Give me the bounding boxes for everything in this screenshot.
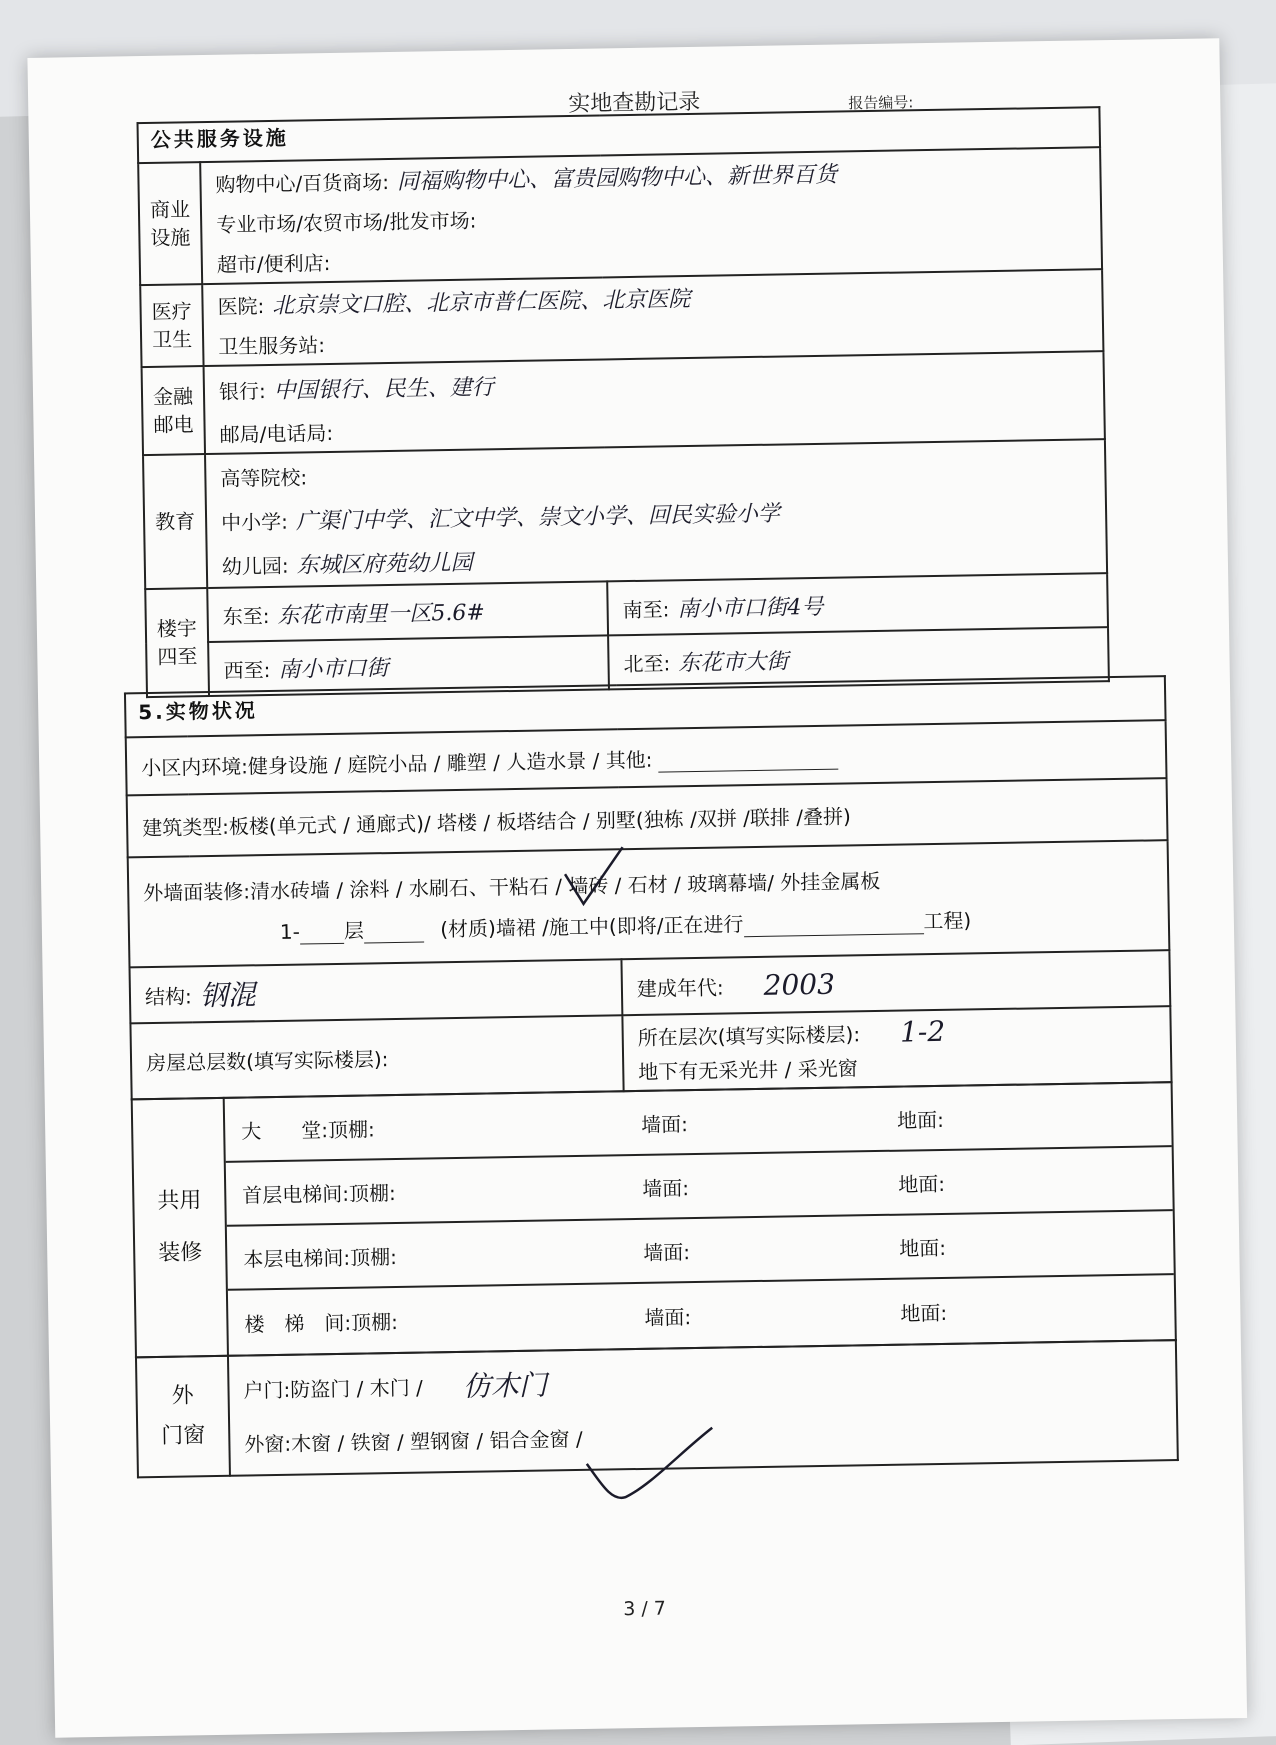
checkmark-icon <box>580 1422 721 1504</box>
structure-cell: 结构: 钢混 <box>130 959 623 1023</box>
north-value: 东花市大街 <box>678 648 789 676</box>
page-number: 3 / 7 <box>623 1597 667 1621</box>
shared-row: 本层电梯间:顶棚: 墙面: 地面: <box>227 1211 1174 1291</box>
shared-row: 首层电梯间:顶棚: 墙面: 地面: <box>226 1147 1173 1227</box>
physical-condition-form <box>124 675 1177 1478</box>
category-boundaries: 楼宇 四至 <box>145 588 209 697</box>
mall-value: 同福购物中心、富贵园购物中心、新世界百货 <box>396 162 838 195</box>
building-type-row: 建筑类型:板楼(单元式 / 通廊式)/ 塔楼 / 板塔结合 / 别墅(独栋 /双拼 /联排 /叠拼) <box>127 778 1168 857</box>
education-cell: 高等院校: 中小学: 广渠门中学、汇文中学、崇文小学、回民实验小学 幼儿园: 东城区府苑幼儿园 <box>205 439 1107 588</box>
east-value: 东花市南里一区5.6# <box>277 599 486 629</box>
structure-value: 钢混 <box>199 978 257 1013</box>
north-cell: 北至: 东花市大街 <box>608 627 1109 689</box>
south-cell: 南至: 南小市口街4号 <box>607 573 1108 635</box>
west-value: 南小市口街 <box>278 655 389 683</box>
bank-value: 中国银行、民生、建行 <box>273 374 494 404</box>
category-education: 教育 <box>143 454 207 589</box>
door-value: 仿木门 <box>462 1368 548 1403</box>
section-title: 公共服务设施 <box>138 107 1101 163</box>
category-finance: 金融 邮电 <box>142 366 205 455</box>
doc-title: 实地查勘记录 <box>568 89 701 117</box>
level-value: 1-2 <box>899 1014 946 1049</box>
finance-cell: 银行: 中国银行、民生、建行 邮局/电话局: <box>204 351 1105 454</box>
category-shared-decoration: 共用 装修 <box>132 1098 228 1357</box>
report-number-label: 报告编号: <box>848 93 914 113</box>
year-cell: 建成年代: 2003 <box>621 950 1170 1015</box>
year-value: 2003 <box>763 967 836 1002</box>
shared-decoration-rows <box>224 1082 1176 1356</box>
category-commercial: 商业 设施 <box>138 162 202 285</box>
environment-row: 小区内环境:健身设施 / 庭院小品 / 雕塑 / 人造水景 / 其他: <box>126 720 1167 795</box>
document-page <box>27 38 1247 1738</box>
category-doors-windows: 外 门窗 <box>136 1356 230 1478</box>
west-cell: 西至: 南小市口街 <box>208 635 609 696</box>
east-cell: 东至: 东花市南里一区5.6# <box>207 581 608 642</box>
public-services-form <box>136 106 1107 698</box>
doors-windows-cell: 户门:防盗门 / 木门 / 仿木门 外窗:木窗 / 铁窗 / 塑钢窗 / 铝合金窗 / <box>228 1340 1178 1476</box>
medical-cell: 医院: 北京崇文口腔、北京市普仁医院、北京医院 卫生服务站: <box>202 269 1103 366</box>
kindergarten-value: 东城区府苑幼儿园 <box>296 550 473 579</box>
south-value: 南小市口街4号 <box>677 594 824 622</box>
commercial-cell: 购物中心/百货商场: 同福购物中心、富贵园购物中心、新世界百货 专业市场/农贸市场/批发市场: 超市/便利店: <box>200 147 1102 284</box>
shared-row: 大 堂:顶棚: 墙面: 地面: <box>225 1083 1172 1163</box>
level-cell: 所在层次(填写实际楼层): 1-2 地下有无采光井 / 采光窗 <box>622 1006 1171 1091</box>
physical-section-title: 5.实物状况 <box>125 676 1166 737</box>
checkmark-icon <box>561 843 632 914</box>
hospital-value: 北京崇文口腔、北京市普仁医院、北京医院 <box>272 286 691 319</box>
shared-row: 楼 梯 间:顶棚: 墙面: 地面: <box>244 1300 948 1337</box>
wall-finish-row: 外墙面装修:清水砖墙 / 涂料 / 水刷石、干粘石 / 墙砖 / 石材 / 玻璃幕墙/ 外挂金属板 1- 层 (材质)墙裙 /施工中(即将/正在进行 工程) <box>128 840 1170 967</box>
school-value: 广渠门中学、汇文中学、崇文小学、回民实验小学 <box>295 501 781 535</box>
category-medical: 医疗 卫生 <box>140 284 203 367</box>
total-floors-cell: 房屋总层数(填写实际楼层): <box>130 1015 623 1099</box>
